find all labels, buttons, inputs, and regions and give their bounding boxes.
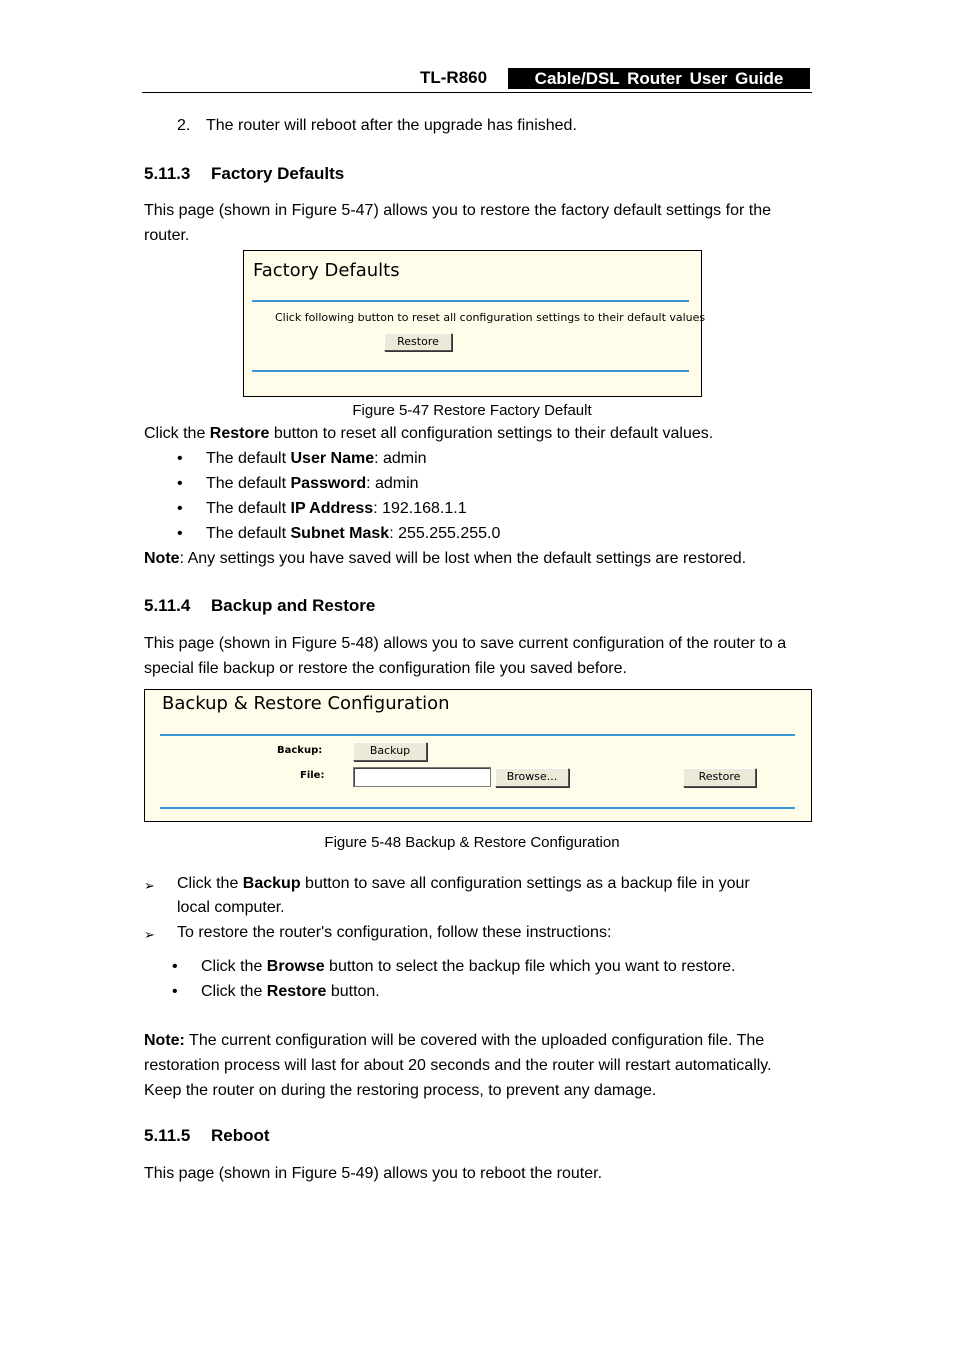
panel-description: Click following button to reset all configuration settings to their default values — [275, 311, 706, 324]
factory-defaults-panel — [243, 250, 706, 397]
backup-restore-note: Note: The current configuration will be covered with the uploaded configuration file. The restoration process will last for about 20 seconds and the router will restart automatically. Keep the router on during the restoring process, to prevent any damage. — [144, 1032, 772, 1099]
section-number: 5.11.3 — [144, 164, 191, 183]
backup-button[interactable]: Backup — [353, 742, 427, 761]
restore-instruction: Click the Restore button to reset all configuration settings to their default values. — [144, 425, 714, 442]
reboot-intro: This page (shown in Figure 5-49) allows you to reboot the router. — [144, 1165, 603, 1182]
step-text: The router will reboot after the upgrade has finished. — [206, 117, 577, 134]
panel-rule-top — [160, 734, 795, 736]
panel-title: Backup & Restore Configuration — [162, 693, 450, 714]
file-label: File: — [300, 770, 325, 781]
factory-defaults-intro: This page (shown in Figure 5-47) allows you to restore the factory default settings for the router. — [144, 202, 771, 244]
restore-button[interactable]: Restore — [683, 768, 756, 787]
arrow-item-backup: ➢ Click the Backup button to save all configuration settings as a backup file in your local computer. — [144, 871, 812, 920]
file-input[interactable] — [353, 767, 491, 787]
header-guide-title: Cable/DSL Router User Guide — [508, 68, 810, 89]
figure-caption-5-47: Figure 5-47 Restore Factory Default — [352, 402, 592, 419]
section-title: Reboot — [211, 1126, 270, 1145]
section-number: 5.11.4 — [144, 596, 191, 615]
section-title: Factory Defaults — [211, 164, 345, 183]
backup-restore-intro: This page (shown in Figure 5-48) allows you to save current configuration of the router to a special file backup or restore the configuration file you saved before. — [144, 635, 787, 677]
section-heading-factory-defaults — [144, 164, 344, 184]
figure-caption-5-48: Figure 5-48 Backup & Restore Configuration — [324, 834, 620, 851]
section-heading-reboot — [144, 1126, 270, 1146]
section-title: Backup and Restore — [211, 596, 376, 615]
arrow-item-restore: ➢ To restore the router's configuration, follow these instructions: — [144, 920, 812, 945]
panel-rule-bottom — [252, 370, 689, 372]
section-number: 5.11.5 — [144, 1126, 191, 1145]
backup-label: Backup: — [277, 745, 323, 756]
panel-rule-top — [252, 300, 689, 302]
header-model: TL-R860 — [420, 68, 488, 87]
panel-title: Factory Defaults — [253, 260, 400, 281]
backup-restore-panel — [144, 689, 812, 822]
section-heading-backup-restore — [144, 596, 375, 616]
header-rule — [142, 92, 812, 93]
browse-button[interactable]: Browse... — [495, 768, 569, 787]
upgrade-step-2 — [177, 117, 577, 135]
panel-rule-bottom — [160, 807, 795, 809]
factory-defaults-note: Note: Any settings you have saved will be lost when the default settings are restored. — [144, 550, 747, 567]
restore-button[interactable]: Restore — [384, 333, 452, 351]
step-number: 2. — [177, 117, 191, 134]
